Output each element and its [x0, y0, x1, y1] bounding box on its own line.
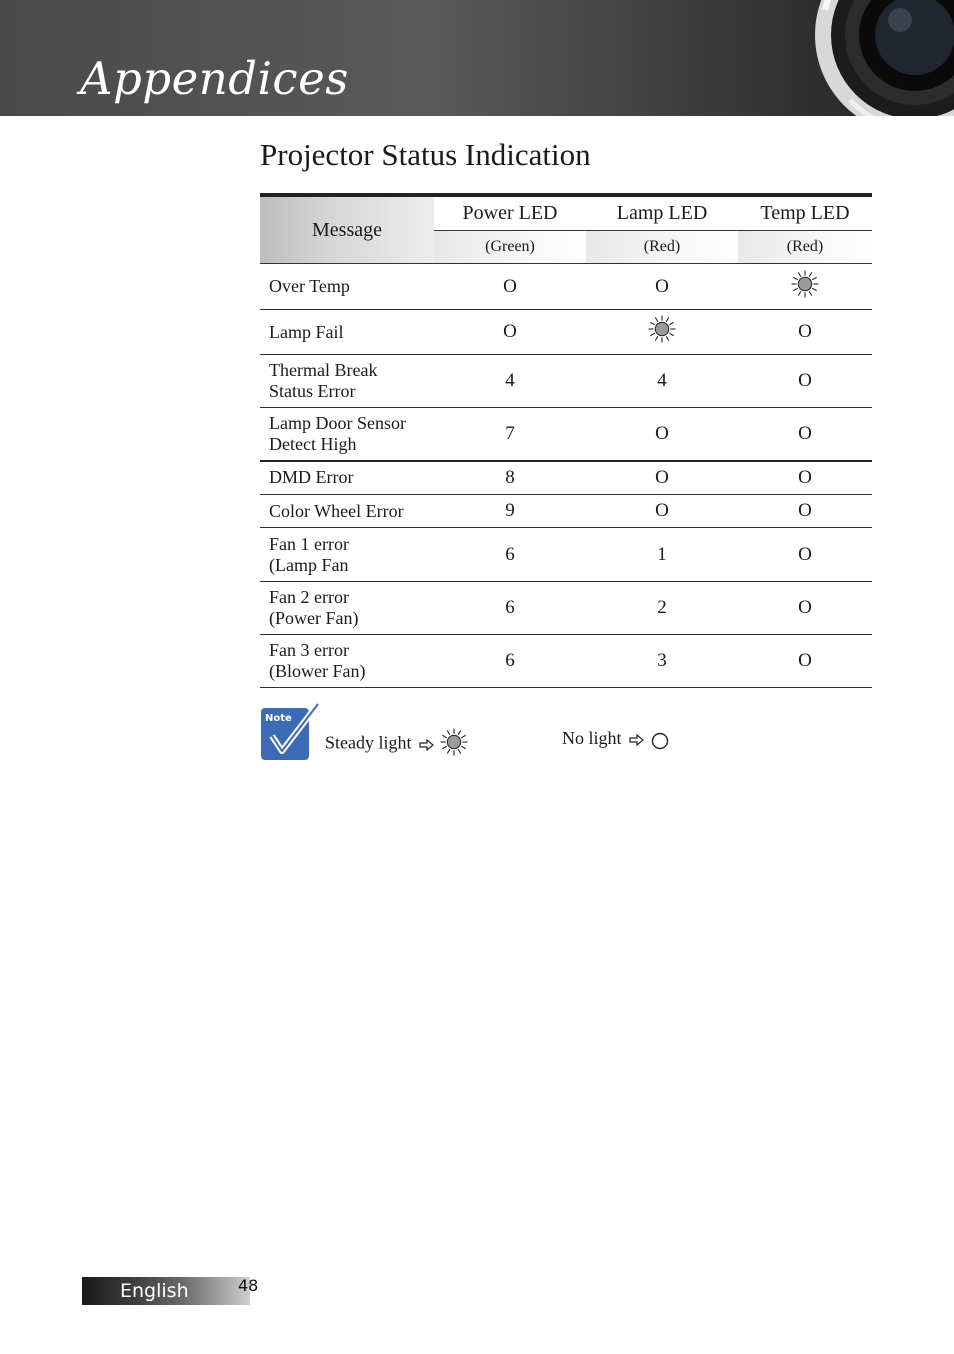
- row-message: [260, 310, 434, 355]
- row-temp-led: O: [738, 635, 872, 688]
- row-power-led: O: [434, 310, 586, 355]
- table-row: [260, 355, 872, 408]
- row-message-line1: Color Wheel Error: [269, 500, 404, 521]
- row-message-line1: Lamp Fail: [269, 321, 344, 342]
- row-lamp-led: 2: [586, 582, 738, 635]
- row-lamp-led: O: [586, 495, 738, 528]
- row-message-line1: Fan 1 error: [269, 533, 349, 554]
- header-message: Message: [260, 195, 434, 264]
- row-message-line1: Fan 3 error: [269, 640, 349, 660]
- row-lamp-led: 4: [586, 355, 738, 408]
- steady-light-icon: [738, 264, 872, 310]
- row-power-led: 9: [434, 495, 586, 528]
- table-row: [260, 408, 872, 461]
- row-power-led: 7: [434, 408, 586, 461]
- header-temp-led: Temp LED: [738, 195, 872, 231]
- row-message: [260, 264, 434, 310]
- row-message-line2: Status Error: [269, 381, 356, 401]
- row-temp-led: O: [738, 355, 872, 408]
- table-row: [260, 310, 872, 355]
- row-message-line1: Fan 2 error: [269, 587, 349, 607]
- row-temp-led: O: [738, 408, 872, 461]
- row-message-line1: DMD Error: [269, 467, 354, 488]
- note-check-icon: [260, 702, 322, 762]
- row-temp-led: O: [738, 528, 872, 582]
- row-power-led: 4: [434, 355, 586, 408]
- row-lamp-led: 3: [586, 635, 738, 688]
- table-row: [260, 461, 872, 495]
- row-message: [260, 408, 434, 461]
- row-message: [260, 582, 434, 635]
- row-lamp-led: O: [586, 264, 738, 310]
- row-power-led: 6: [434, 635, 586, 688]
- row-power-led: 6: [434, 582, 586, 635]
- steady-light-label: Steady light: [325, 732, 412, 753]
- header-power-led: Power LED: [434, 195, 586, 231]
- no-light-label: No light: [562, 728, 622, 748]
- row-message-line1: Thermal Break: [269, 360, 378, 380]
- row-lamp-led: O: [586, 408, 738, 461]
- row-message-line2: (Lamp Fan: [269, 554, 349, 575]
- row-power-led: 8: [434, 461, 586, 495]
- row-temp-led: O: [738, 495, 872, 528]
- row-temp-led: O: [738, 310, 872, 355]
- table-row: [260, 582, 872, 635]
- page-header-title: Appendices: [80, 52, 349, 105]
- row-message: [260, 495, 434, 528]
- row-message: [260, 635, 434, 688]
- row-message-line2: (Blower Fan): [269, 661, 366, 681]
- row-message-line2: (Power Fan): [269, 608, 359, 628]
- status-table: [260, 193, 872, 688]
- row-temp-led: O: [738, 582, 872, 635]
- row-message: [260, 461, 434, 495]
- row-power-led: O: [434, 264, 586, 310]
- row-message-line2: Detect High: [269, 433, 357, 454]
- projector-lens-icon: [795, 0, 954, 116]
- row-message-line1: Over Temp: [269, 276, 350, 296]
- row-message: [260, 355, 434, 408]
- header-lamp-led: Lamp LED: [586, 195, 738, 231]
- row-message: [260, 528, 434, 582]
- table-row: [260, 528, 872, 582]
- note-badge-text: Note: [265, 713, 292, 724]
- header-lamp-color: (Red): [586, 231, 738, 264]
- section-title: Projector Status Indication: [260, 137, 591, 172]
- steady-light-icon: [586, 310, 738, 355]
- arrow-right-icon: [629, 734, 645, 746]
- footer-language: English: [120, 1280, 189, 1302]
- row-power-led: 6: [434, 528, 586, 582]
- row-temp-led: O: [738, 461, 872, 495]
- row-lamp-led: 1: [586, 528, 738, 582]
- row-message-line1: Lamp Door Sensor: [269, 412, 406, 433]
- footer-page-number: 48: [238, 1276, 259, 1295]
- header-power-color: (Green): [434, 231, 586, 264]
- row-lamp-led: O: [586, 461, 738, 495]
- page-header: [0, 0, 954, 116]
- status-rows: [260, 264, 872, 688]
- arrow-right-icon: [419, 739, 435, 751]
- no-light-icon: [650, 730, 670, 750]
- table-row: [260, 264, 872, 310]
- steady-light-icon: [440, 728, 468, 761]
- table-row: [260, 635, 872, 688]
- table-row: [260, 495, 872, 528]
- header-temp-color: (Red): [738, 231, 872, 264]
